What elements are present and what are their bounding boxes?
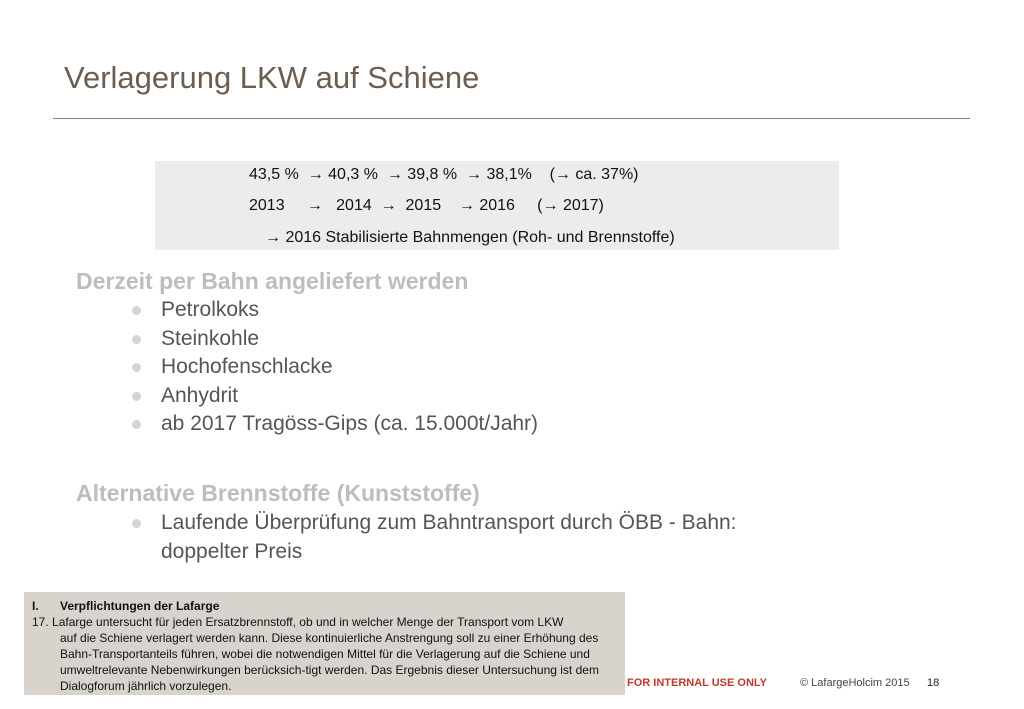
bullet-icon <box>132 335 141 344</box>
note-body <box>32 614 622 694</box>
stats-percent-line: 43,5 % → 40,3 % → 39,8 % → 38,1% (→ ca. 37%) <box>249 166 639 183</box>
bullet-icon <box>132 306 141 315</box>
list-item: Petrolkoks <box>132 296 538 325</box>
section-heading-rail: Derzeit per Bahn angeliefert werden <box>76 268 469 294</box>
list-item-continuation: doppelter Preis <box>161 539 303 563</box>
stats-note-line: → 2016 Stabilisierte Bahnmengen (Roh- und Brennstoffe) <box>265 229 675 246</box>
bullet-icon <box>132 363 141 372</box>
slide-title: Verlagerung LKW auf Schiene <box>64 60 480 95</box>
list-item: Laufende Überprüfung zum Bahntransport durch ÖBB - Bahn: <box>132 509 737 538</box>
bullet-icon <box>132 519 141 528</box>
rail-materials-list <box>132 296 538 439</box>
stats-box <box>155 161 839 250</box>
fuels-list <box>132 509 737 566</box>
note-number: I. <box>32 599 39 613</box>
stats-year-line: 2013 → 2014 → 2015 → 2016 (→ 2017) <box>249 197 604 214</box>
bullet-icon <box>132 392 141 401</box>
list-item: ab 2017 Tragöss-Gips (ca. 15.000t/Jahr) <box>132 410 538 439</box>
section-heading-fuels: Alternative Brennstoffe (Kunststoffe) <box>76 480 480 506</box>
note-heading <box>32 598 219 614</box>
copyright: © LafargeHolcim 2015 <box>800 677 910 689</box>
list-item: Hochofenschlacke <box>132 353 538 382</box>
internal-use-label: FOR INTERNAL USE ONLY <box>627 677 767 689</box>
note-body-text: auf die Schiene verlagert werden kann. Diese kontinuierliche Anstrengung soll zu einer Erhöhung des Bahn-Transportanteils führen, wobei die notwendigen Mittel für die Verlagerung auf die Schiene und umweltrelevante Nebenwirkungen berücksich-tigt werden. Das Ergebnis dieser Untersuchung ist dem Dialogforum jährlich vorzulegen. <box>60 631 599 693</box>
title-divider <box>53 118 970 119</box>
page-number: 18 <box>927 677 940 689</box>
bullet-icon <box>132 420 141 429</box>
note-body-first-line: 17. Lafarge untersucht für jeden Ersatzbrennstoff, ob und in welcher Menge der Transport vom LKW <box>32 615 564 629</box>
note-heading-text: Verpflichtungen der Lafarge <box>60 599 220 613</box>
list-item: Anhydrit <box>132 382 538 411</box>
list-item: Steinkohle <box>132 325 538 354</box>
commitment-note-box <box>24 592 625 695</box>
